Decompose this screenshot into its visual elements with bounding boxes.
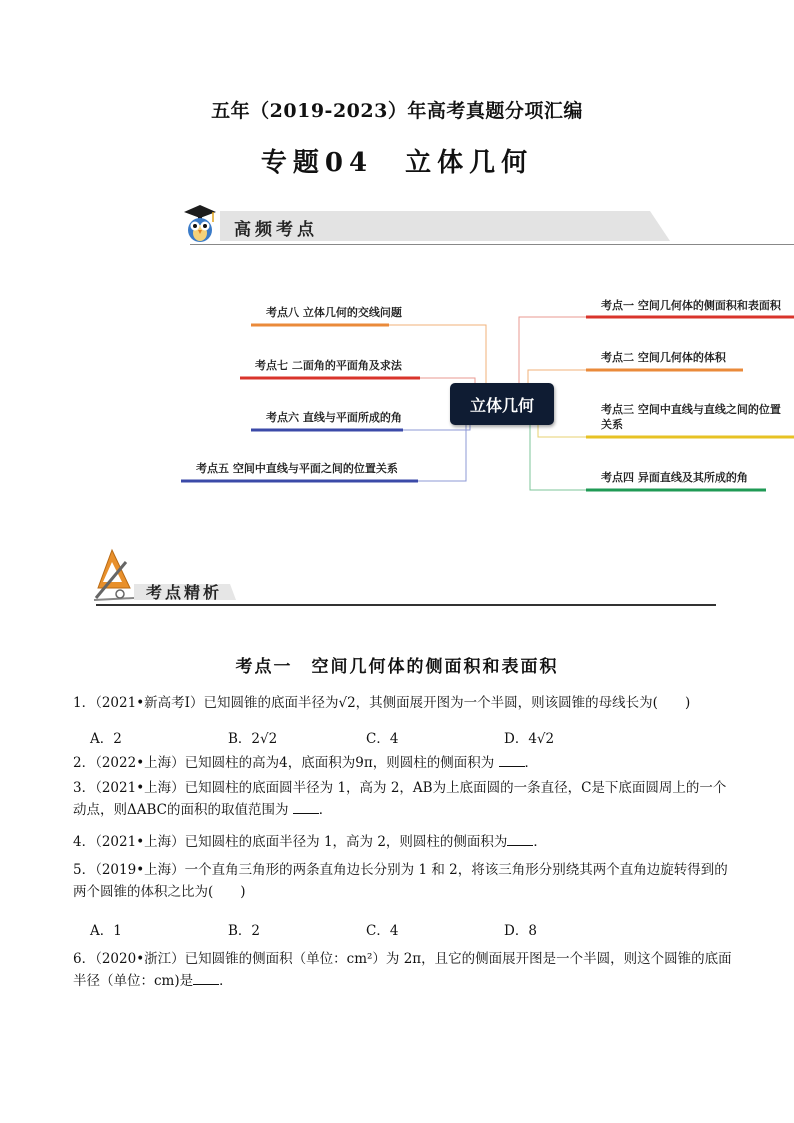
question-4-text: 4．（2021•上海）已知圆柱的底面半径为 1，高为 2，则圆柱的侧面积为 — [73, 834, 508, 850]
mindmap-point-6: 考点六 直线与平面所成的角 — [266, 411, 402, 424]
answer-blank — [193, 970, 219, 985]
section-title: 考点一 空间几何体的侧面积和表面积 — [235, 657, 559, 677]
question-4 — [73, 831, 733, 853]
document-title: 五年（2019-2023）年高考真题分项汇编 — [211, 100, 583, 122]
section-divider — [96, 604, 716, 606]
mindmap-point-5: 考点五 空间中直线与平面之间的位置关系 — [196, 462, 398, 475]
option-b: B．2 — [228, 923, 261, 939]
answer-blank — [499, 752, 525, 767]
topic-title: 专题04 立体几何 — [260, 148, 534, 178]
mindmap-point-1: 考点一 空间几何体的侧面积和表面积 — [601, 299, 781, 312]
mindmap-point-3: 考点三 空间中直线与直线之间的位置关系 — [601, 403, 781, 431]
question-3-text: 3．（2021•上海）已知圆柱的底面圆半径为 1，高为 2，AB为上底面圆的一条直径，C是下底面圆周上的一个动点，则ΔABC的面积的取值范围为 — [73, 780, 727, 818]
question-6 — [73, 948, 733, 992]
mindmap-point-7: 考点七 二面角的平面角及求法 — [255, 359, 402, 372]
option-c: C．4 — [366, 731, 399, 747]
question-6-text: 6．（2020•浙江）已知圆锥的侧面积（单位：cm²）为 2π，且它的侧面展开图是一个半圆，则这个圆锥的底面半径（单位：cm)是 — [73, 951, 732, 989]
mindmap-center-node: 立体几何 — [450, 383, 554, 425]
answer-blank — [293, 799, 319, 814]
question-6-end: ． — [219, 973, 233, 989]
option-b: B．2√2 — [228, 731, 278, 747]
question-4-end: ． — [533, 834, 547, 850]
option-d: D．8 — [504, 923, 537, 939]
question-3-end: ． — [318, 802, 333, 818]
question-3 — [73, 777, 733, 821]
question-5-options — [90, 919, 642, 939]
question-2-end: ． — [524, 755, 538, 771]
mindmap-point-2: 考点二 空间几何体的体积 — [601, 351, 726, 364]
option-d: D．4√2 — [504, 731, 555, 747]
option-a: A．2 — [90, 731, 122, 747]
option-a: A．1 — [90, 923, 122, 939]
mindmap-point-4: 考点四 异面直线及其所成的角 — [601, 471, 748, 484]
answer-blank — [507, 831, 533, 846]
banner-point-analysis: 考点精析 — [146, 583, 223, 602]
banner-frequent-points: 高频考点 — [234, 220, 318, 240]
question-1: 1．（2021•新高考Ⅰ）已知圆锥的底面半径为√2，其侧面展开图为一个半圆，则该圆锥的母线长为( ) — [73, 695, 691, 711]
mindmap-point-8: 考点八 立体几何的交线问题 — [266, 306, 402, 319]
question-1-options — [90, 727, 642, 747]
option-c: C．4 — [366, 923, 399, 939]
question-5: 5．（2019•上海）一个直角三角形的两条直角边长分别为 1 和 2，将该三角形分别绕其两个直角边旋转得到的两个圆锥的体积之比为( ) — [73, 862, 728, 900]
question-2 — [73, 752, 733, 774]
question-2-text: 2．（2022•上海）已知圆柱的高为4，底面积为9π，则圆柱的侧面积为 — [73, 755, 499, 771]
